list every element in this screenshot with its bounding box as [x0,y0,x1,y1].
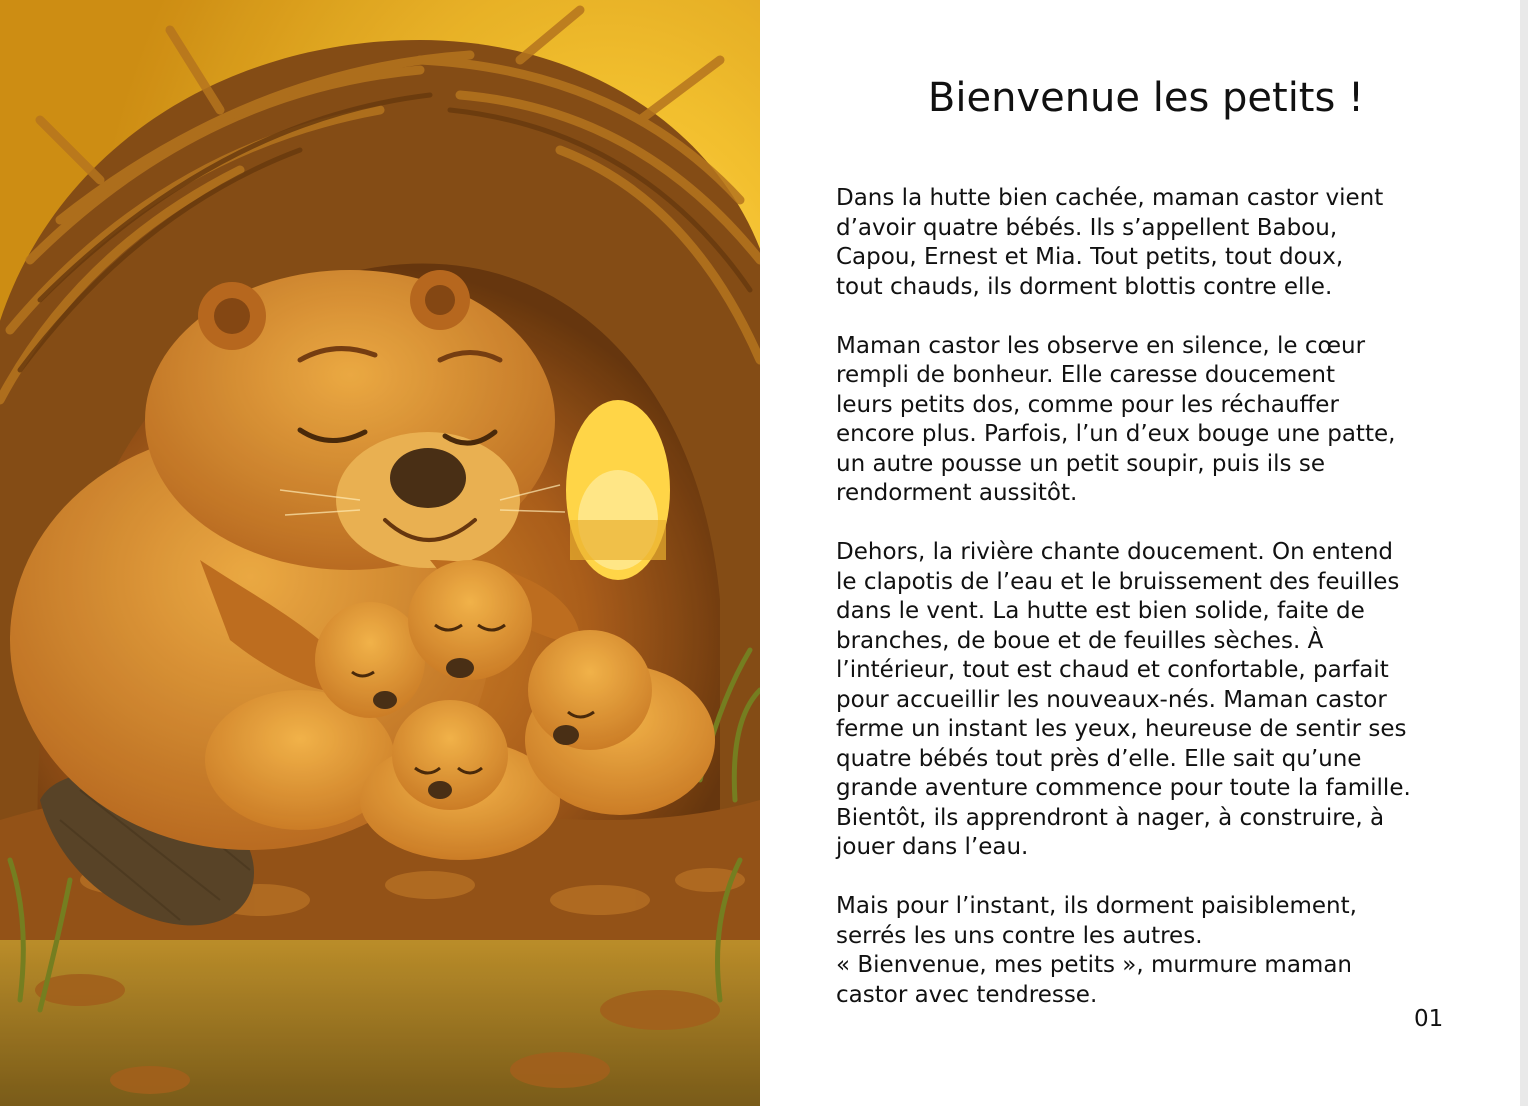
text-line: rempli de bonheur. Elle caresse doucement [836,362,1336,388]
text-line: serrés les uns contre les autres. [836,922,1203,949]
text-line: quatre bébés tout près d’elle. Elle sait qu’une [836,745,1362,772]
text-line: castor avec tendresse. [836,981,1098,1008]
text-line: Bientôt, ils apprendront à nager, à construire, à [836,804,1385,831]
text-line: d’avoir quatre bébés. Ils s’appellent Babou, [836,214,1338,241]
text-line: un autre pousse un petit soupir, puis ils se [836,450,1325,477]
text-line: Mais pour l’instant, ils dorment paisiblement, [836,893,1357,919]
story-body [836,184,1476,1010]
text-line: dans le vent. La hutte est bien solide, faite de [836,598,1365,624]
text-line: encore plus. Parfois, l’un d’eux bouge une patte, [836,421,1396,447]
paragraph [836,184,1476,302]
text-line: l’intérieur, tout est chaud et confortable, parfait [836,657,1389,683]
text-line: pour accueillir les nouveaux-nés. Maman castor [836,686,1387,713]
story-title: Bienvenue les petits ! [927,75,1365,121]
text-line: branches, de boue et de feuilles sèches. À [836,627,1324,654]
text-page [760,0,1520,1106]
text-line: jouer dans l’eau. [836,834,1029,860]
text-line: leurs petits dos, comme pour les réchauffer [836,391,1339,418]
text-line: Maman castor les observe en silence, le cœur [836,332,1366,359]
page-edge [1520,0,1528,1106]
paragraph [836,892,1476,1010]
text-line: Dehors, la rivière chante doucement. On entend [836,539,1394,565]
text-line: grande aventure commence pour toute la famille. [836,775,1411,801]
text-line: Capou, Ernest et Mia. Tout petits, tout doux, [836,244,1344,270]
paragraph [836,538,1476,863]
text-line: rendorment aussitôt. [836,480,1078,506]
text-line: le clapotis de l’eau et le bruissement des feuilles [836,568,1400,595]
text-line: ferme un instant les yeux, heureuse de sentir ses [836,716,1407,742]
page-number: 01 [1414,1006,1444,1032]
text-line: Dans la hutte bien cachée, maman castor vient [836,185,1384,211]
text-line: tout chauds, ils dorment blottis contre elle. [836,273,1333,300]
paragraph [836,332,1476,509]
beaver-family-illustration [0,0,760,1106]
text-line: « Bienvenue, mes petits », murmure maman [836,952,1352,978]
